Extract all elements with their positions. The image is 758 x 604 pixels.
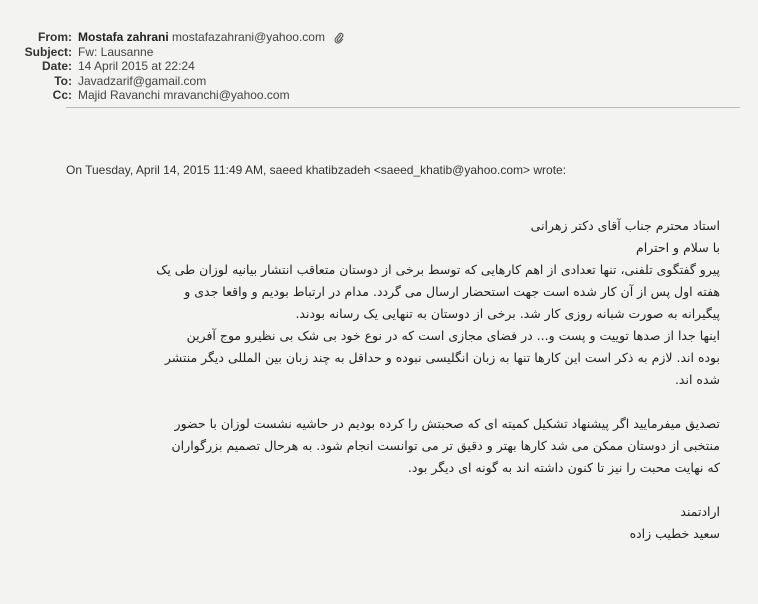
- to-row: [0, 74, 758, 89]
- signature: سعید خطیب زاده: [629, 526, 720, 541]
- cc-label: Cc:: [52, 88, 72, 102]
- paperclip-icon[interactable]: [334, 32, 344, 44]
- subject-label: Subject:: [24, 44, 72, 59]
- paragraph-gap: [66, 391, 720, 413]
- from-row: [0, 30, 758, 45]
- salutation: استاد محترم جناب آقای دکتر زهرانی: [530, 218, 720, 233]
- paragraph-2-line: که نهایت محبت را نیز تا کنون داشته اند به گونه ای دیگر بود.: [407, 460, 720, 475]
- paragraph-2-line: منتخبی از دوستان ممکن می شد کارها بهتر و دقیق تر می توانست انجام شود. به هرحال تصمیم بزرگواران: [171, 438, 720, 453]
- paragraph-1-line: هفته اول پس از آن کار شده است جهت استحضار ارسال می گردد. مدام در ارتباط بودیم و واقعا جدی و: [184, 284, 720, 299]
- paragraph-2-line: تصدیق میفرمایید اگر پیشنهاد تشکیل کمیته ای که صحبتش را کرده بودیم در حاشیه نشست لوزان با حضور: [174, 416, 720, 431]
- paragraph-1-line: پیگیرانه به صورت شبانه روزی کار شد. برخی از دوستان به تنهایی یک رسانه بودند.: [295, 306, 720, 321]
- to-label: To:: [54, 73, 72, 88]
- from-label: From:: [38, 30, 72, 44]
- to-value[interactable]: Javadzarif@gamail.com: [78, 73, 207, 88]
- greeting: با سلام و احترام: [636, 240, 720, 255]
- paragraph-gap: [66, 479, 720, 501]
- from-value: [78, 30, 344, 45]
- email-headers: [0, 30, 758, 103]
- subject-row: [0, 45, 758, 60]
- date-label: Date:: [41, 59, 72, 73]
- paragraph-1-line: بوده اند. لازم به ذکر است این کارها تنها به زبان انگلیسی نبوده و حداقل به چند زبان بین المللی دیگر منتشر: [164, 350, 720, 365]
- from-email[interactable]: mostafazahrani@yahoo.com: [172, 30, 325, 44]
- from-name: Mostafa zahrani: [78, 30, 169, 44]
- closing: ارادتمند: [680, 504, 720, 519]
- cc-value[interactable]: Majid Ravanchi mravanchi@yahoo.com: [78, 88, 290, 102]
- paragraph-1-line: اینها جدا از صدها توییت و پست و... در فضای مجازی است که در نوع خود بی شک بی نظیرو موج آفرین: [186, 328, 720, 343]
- message-body: [66, 215, 720, 545]
- subject-value: Fw: Lausanne: [78, 44, 154, 59]
- paragraph-1-line: پیرو گفتگوی تلفنی، تنها تعدادی از اهم کارهایی که توسط برخی از دوستان متعاقب انتشار بیانیه لوزان طی یک: [156, 262, 720, 277]
- cc-row: [0, 88, 758, 103]
- paragraph-1-line: شده اند.: [674, 372, 720, 387]
- header-divider: [66, 107, 740, 108]
- date-row: [0, 59, 758, 74]
- quote-attribution: On Tuesday, April 14, 2015 11:49 AM, saeed khatibzadeh <saeed_khatib@yahoo.com> wrote:: [66, 163, 567, 177]
- date-value: 14 April 2015 at 22:24: [78, 59, 195, 73]
